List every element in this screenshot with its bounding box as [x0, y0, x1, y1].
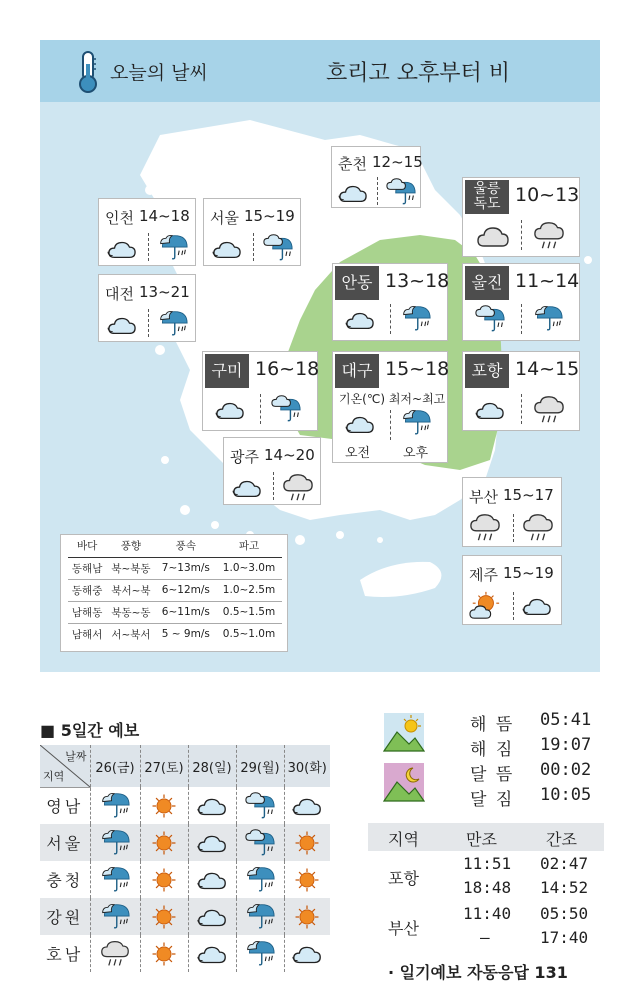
sunrise-label: 해 뜸: [470, 715, 515, 735]
cloudy-icon: [213, 396, 247, 424]
forecast-row: [40, 824, 330, 861]
rain-icon: [399, 304, 433, 334]
table-row: [68, 623, 282, 645]
city-card-busan: [462, 477, 562, 547]
cloudy-icon: [195, 865, 229, 895]
legend-pm-label: 오후: [403, 446, 429, 461]
wind-direction: 서~북서: [111, 628, 151, 641]
cloudy-icon: [230, 474, 264, 502]
forecast-cell: [284, 824, 330, 861]
wind-speed: 7~13m/s: [156, 557, 216, 579]
sun-icon: [147, 791, 181, 821]
overcast-rain-icon: [531, 220, 567, 252]
city-temp: 10~13: [515, 184, 580, 206]
wave-height: 0.5~1.5m: [216, 601, 282, 623]
cloudy-icon: [290, 791, 324, 821]
tide-low-time: 05:50: [540, 904, 589, 923]
forecast-region: 영남: [46, 797, 84, 817]
header-forecast: 흐리고 오후부터 비: [325, 61, 510, 86]
wave-height: 1.0~3.0m: [216, 557, 282, 579]
tide-high-time: –: [480, 928, 490, 947]
phone-service-text: · 일기예보 자동응답 131: [388, 963, 568, 982]
cloudy-icon: [105, 235, 139, 263]
sun-icon: [290, 828, 324, 858]
forecast-row: [40, 935, 330, 972]
wind-speed: 5 ~ 9m/s: [161, 628, 210, 641]
city-name: 광주: [230, 448, 259, 466]
forecast-cell: [90, 824, 140, 861]
rain-icon: [98, 865, 132, 895]
city-card-pohang: [462, 351, 580, 431]
rain-icon: [98, 791, 132, 821]
corner-date-label: 날짜: [65, 750, 87, 763]
wave-height: 1.0~2.5m: [216, 579, 282, 601]
cloudy-rain-icon: [269, 394, 303, 424]
city-temp: 14~15: [515, 358, 580, 380]
city-temp: 16~18: [255, 358, 320, 380]
five-day-forecast-table: [40, 745, 330, 972]
forecast-cell: [284, 935, 330, 972]
city-card-daegu: [332, 351, 448, 463]
moonrise-label: 달 뜸: [470, 765, 515, 785]
cloudy-icon: [520, 592, 554, 620]
city-name: 부산: [469, 488, 498, 506]
day-header: 28(일): [188, 745, 236, 787]
jeju-island: [360, 562, 441, 597]
moonrise-time: 00:02: [540, 760, 592, 780]
rain-icon: [243, 902, 277, 932]
sun-icon: [147, 865, 181, 895]
cloudy-rain-icon: [473, 304, 507, 334]
city-name: 인천: [105, 209, 134, 227]
rain-icon: [243, 865, 277, 895]
city-temp: 12~15: [372, 153, 423, 171]
moonrise-icon: [383, 762, 425, 802]
cloudy-icon: [195, 828, 229, 858]
city-tag: 안동: [335, 266, 379, 300]
corner-cell: [40, 745, 90, 787]
sunrise-icon: [383, 712, 425, 752]
rain-icon: [156, 233, 190, 263]
forecast-cell: [90, 898, 140, 935]
cloudy-rain-icon: [261, 233, 295, 263]
sun-icon: [147, 902, 181, 932]
overcast-rain-icon: [520, 512, 556, 544]
sun-icon: [147, 939, 181, 969]
sea-conditions-table: [68, 535, 282, 645]
sun-icon: [290, 902, 324, 932]
rain-icon: [399, 408, 433, 438]
rain-icon: [98, 902, 132, 932]
forecast-region: 호남: [46, 945, 84, 964]
forecast-cell: [140, 861, 188, 898]
sea-header: 풍향: [106, 535, 155, 557]
day-header: 30(화): [284, 745, 330, 787]
forecast-cell: [284, 787, 330, 824]
city-name: 서울: [210, 209, 239, 227]
forecast-region: 서울: [46, 834, 84, 853]
cloudy-icon: [195, 791, 229, 821]
sea-conditions-box: [60, 534, 288, 652]
city-card-gumi: [202, 351, 318, 431]
forecast-cell: [284, 861, 330, 898]
tide-place: 부산: [388, 921, 419, 938]
rain-icon: [98, 828, 132, 858]
sun-icon: [147, 828, 181, 858]
moonset-label: 달 짐: [470, 790, 515, 810]
city-card-ulleung: [462, 177, 580, 257]
rain-icon: [156, 309, 190, 339]
tide-low-time: 17:40: [540, 928, 589, 947]
city-tag: 대구: [335, 354, 379, 388]
city-card-chuncheon: [331, 146, 421, 208]
city-card-incheon: [98, 198, 196, 266]
overcast-rain-icon: [531, 394, 567, 426]
tide-high-time: 18:48: [463, 878, 512, 897]
sea-header: 풍속: [156, 535, 216, 557]
cloudy-icon: [343, 306, 377, 334]
city-temp: 15~18: [385, 358, 450, 380]
overcast-rain-icon: [467, 512, 503, 544]
header-title: 오늘의 날씨: [110, 62, 208, 84]
forecast-cell: [188, 787, 236, 824]
rain-icon: [531, 304, 565, 334]
sea-area: 동해남: [68, 557, 106, 579]
sea-area: 남해동: [68, 601, 106, 623]
city-temp: 15~19: [244, 207, 295, 225]
sea-header: 파고: [216, 535, 282, 557]
city-card-gwangju: [223, 437, 321, 505]
forecast-cell: [140, 898, 188, 935]
cloudy-rain-icon: [243, 791, 277, 821]
table-row: [68, 579, 282, 601]
cloudy-rain-icon: [384, 177, 418, 207]
tide-header-high: 만조: [466, 832, 497, 849]
city-card-andong: [332, 263, 448, 341]
map-header: [40, 40, 600, 102]
day-header: 29(월): [236, 745, 284, 787]
city-tag: 포항: [465, 354, 509, 388]
city-name: 대전: [105, 285, 134, 303]
city-temp: 13~18: [385, 270, 450, 292]
cloudy-icon: [210, 235, 244, 263]
wind-speed: 6~12m/s: [156, 579, 216, 601]
cloudy-icon: [290, 939, 324, 969]
city-name: 춘천: [338, 155, 367, 173]
cloudy-icon: [343, 410, 377, 438]
legend-temp-label: 기온(℃) 최저~최고: [339, 392, 446, 406]
cloudy-icon: [473, 396, 507, 424]
forecast-cell: [188, 861, 236, 898]
city-tag: 울진: [465, 266, 509, 300]
sunrise-time: 05:41: [540, 710, 592, 730]
overcast-rain-icon: [98, 939, 132, 969]
cloudy-icon: [195, 939, 229, 969]
table-row: [68, 601, 282, 623]
sun-cloud-icon: [467, 590, 503, 622]
forecast-cell: [140, 935, 188, 972]
forecast-cell: [236, 861, 284, 898]
sea-header: 바다: [68, 535, 106, 557]
forecast-cell: [236, 898, 284, 935]
tide-high-time: 11:40: [463, 904, 512, 923]
day-header: 27(토): [140, 745, 188, 787]
forecast-row: [40, 898, 330, 935]
cloudy-rain-icon: [243, 828, 277, 858]
cloudy-icon: [195, 902, 229, 932]
sunset-label: 해 짐: [470, 740, 515, 760]
city-temp: 11~14: [515, 270, 580, 292]
forecast-cell: [188, 824, 236, 861]
forecast-cell: [236, 824, 284, 861]
day-header: 26(금): [90, 745, 140, 787]
thermometer-icon: [76, 50, 100, 94]
forecast-cell: [188, 935, 236, 972]
city-temp: 13~21: [139, 283, 190, 301]
wind-speed: 6~11m/s: [156, 601, 216, 623]
table-row: [68, 557, 282, 579]
cloudy-icon: [336, 179, 370, 207]
corner-region-label: 지역: [43, 769, 65, 783]
forecast-row: [40, 861, 330, 898]
city-name: 제주: [469, 566, 498, 584]
rain-icon: [243, 939, 277, 969]
city-tag: 구미: [205, 354, 249, 388]
city-temp: 14~20: [264, 446, 315, 464]
city-temp: 14~18: [139, 207, 190, 225]
forecast-cell: [236, 787, 284, 824]
wind-direction: 북동~동: [106, 601, 155, 623]
overcast-icon: [475, 222, 511, 252]
forecast-title: ■ 5일간 예보: [40, 721, 140, 740]
city-tag: 울릉 독도: [465, 180, 509, 214]
sun-icon: [290, 865, 324, 895]
forecast-cell: [90, 935, 140, 972]
sea-area: 동해중: [68, 579, 106, 601]
wind-direction: 북~북동: [106, 557, 155, 579]
city-card-daejeon: [98, 274, 196, 342]
wave-height: 0.5~1.0m: [222, 628, 276, 641]
city-card-seoul: [203, 198, 301, 266]
city-card-uljin: [462, 263, 580, 341]
forecast-region: 강원: [46, 908, 84, 927]
forecast-row: [40, 787, 330, 824]
wind-direction: 북서~북: [106, 579, 155, 601]
tide-place: 포항: [388, 871, 419, 888]
moonset-time: 10:05: [540, 785, 592, 805]
city-card-jeju: [462, 555, 562, 625]
city-temp: 15~17: [503, 486, 554, 504]
tide-header-region: 지역: [388, 832, 419, 849]
tide-low-time: 14:52: [540, 878, 589, 897]
tide-header-low: 간조: [546, 832, 577, 849]
forecast-cell: [140, 824, 188, 861]
sunset-time: 19:07: [540, 735, 592, 755]
sea-area: 남해서: [71, 628, 103, 641]
forecast-cell: [284, 898, 330, 935]
forecast-cell: [188, 898, 236, 935]
tide-high-time: 11:51: [463, 854, 512, 873]
forecast-cell: [90, 787, 140, 824]
tide-low-time: 02:47: [540, 854, 589, 873]
forecast-cell: [90, 861, 140, 898]
forecast-region: 충청: [46, 871, 84, 890]
overcast-rain-icon: [280, 472, 316, 504]
forecast-cell: [140, 787, 188, 824]
city-temp: 15~19: [503, 564, 554, 582]
forecast-cell: [236, 935, 284, 972]
cloudy-icon: [105, 311, 139, 339]
legend-am-label: 오전: [345, 446, 371, 461]
